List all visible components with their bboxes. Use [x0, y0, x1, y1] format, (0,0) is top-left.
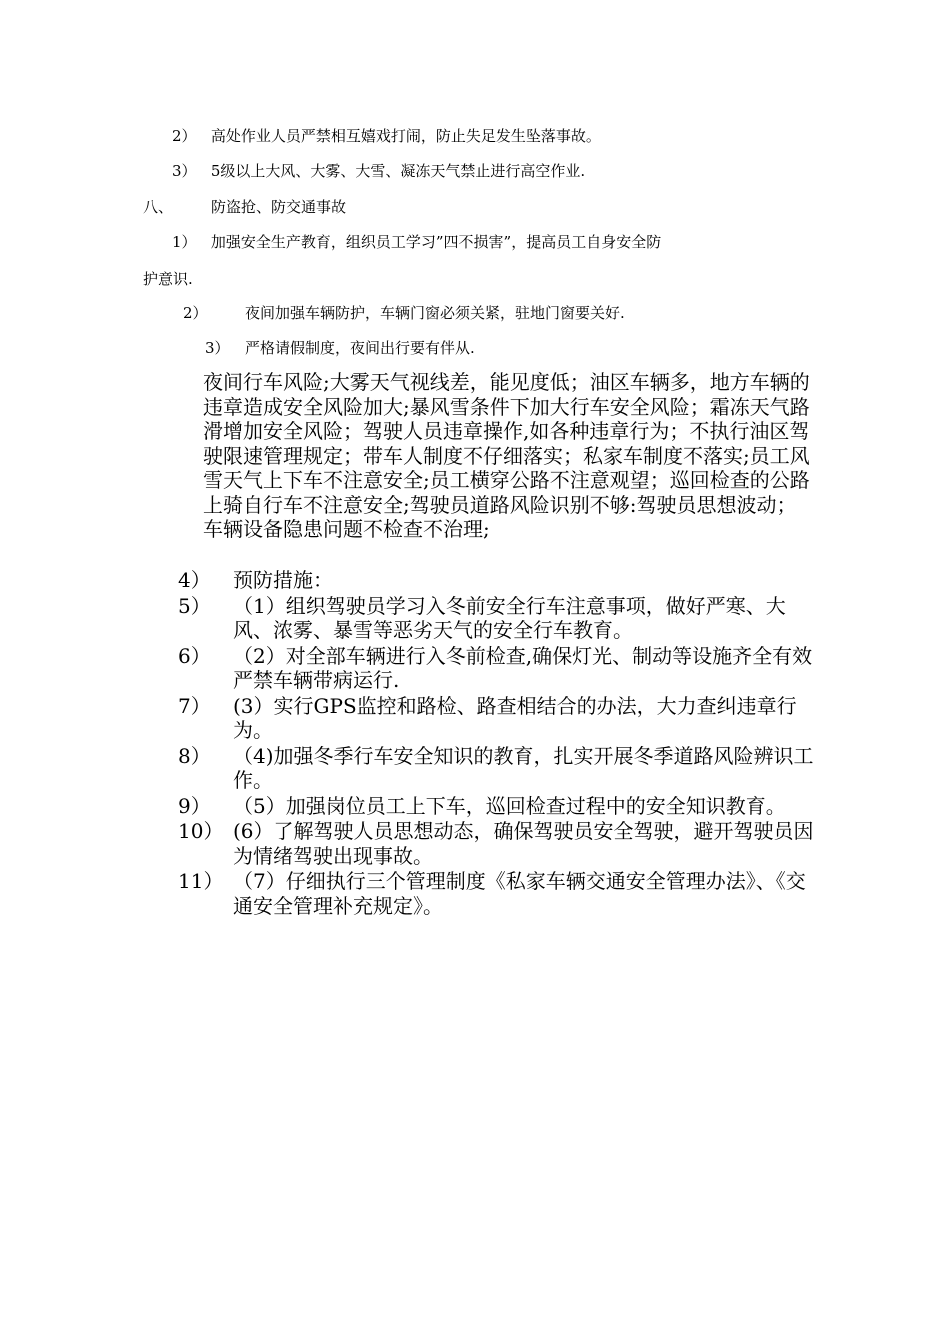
item-number: 11） [178, 869, 224, 893]
item-number: 8） [178, 743, 211, 768]
list-item [172, 127, 601, 145]
item-text: (6）了解驾驶人员思想动态，确保驾驶员安全驾驶，避开驾驶员因为情绪驾驶出现事故。 [233, 819, 814, 868]
item-number: 3） [172, 162, 197, 180]
list-item [172, 162, 585, 180]
item-number: 4） [178, 568, 211, 592]
item-text: 夜间加强车辆防护，车辆门窗必须关紧，驻地门窗要关好. [245, 304, 625, 322]
item-text: （1）组织驾驶员学习入冬前安全行车注意事项，做好严寒、大风、浓雾、暴雪等恶劣天气的安全行车教育。 [233, 593, 786, 642]
section-heading [143, 198, 346, 216]
item-number: 1） [172, 233, 197, 251]
item-text: （4)加强冬季行车安全知识的教育，扎实开展冬季道路风险辨识工作。 [233, 743, 814, 792]
risk-paragraph: 夜间行车风险;大雾天气视线差，能见度低；油区车辆多，地方车辆的违章造成安全风险加大;暴风雪条件下加大行车安全风险；霜冻天气路滑增加安全风险；驾驶人员违章操作,如各种违章行为；不执行油区驾驶限速管理规定；带车人制度不仔细落实；私家车制度不落实;员工风雪天气上下车不注意安全;员工横穿公路不注意观望；巡回检查的公路上骑自行车不注意安全;驾驶员道路风险识别不够:驾驶员思想波动；车辆设备隐患问题不检查不治理; [203, 370, 810, 541]
item-number: 2） [172, 127, 197, 145]
list-item [183, 304, 625, 322]
item-number: 3） [205, 339, 230, 357]
item-text: (3）实行GPS监控和路检、路查相结合的办法，大力查纠违章行为。 [233, 693, 797, 742]
item-text: （2）对全部车辆进行入冬前检查,确保灯光、制动等设施齐全有效严禁车辆带病运行. [233, 643, 813, 692]
list-item [178, 594, 818, 643]
list-item [178, 869, 818, 918]
list-item [178, 568, 818, 593]
section-number: 八、 [143, 198, 174, 216]
list-item [178, 744, 818, 793]
item-number: 10） [178, 819, 224, 843]
item-text: （7）仔细执行三个管理制度《私家车辆交通安全管理办法》、《交通安全管理补充规定》。 [233, 869, 806, 918]
item-text: 预防措施： [233, 568, 333, 592]
item-text: 护意识. [143, 270, 193, 288]
list-item [178, 694, 818, 743]
item-text: 5级以上大风、大雾、大雪、凝冻天气禁止进行高空作业. [210, 162, 586, 180]
list-item [172, 233, 661, 251]
item-text: 严格请假制度，夜间出行要有伴从. [245, 339, 475, 357]
list-item-continuation [143, 270, 193, 288]
list-item [205, 339, 475, 357]
item-number: 6） [178, 643, 211, 668]
item-text: （5）加强岗位员工上下车，巡回检查过程中的安全知识教育。 [233, 793, 786, 818]
item-number: 7） [178, 693, 211, 718]
list-item [178, 794, 818, 819]
item-number: 2） [183, 304, 208, 322]
section-title: 防盗抢、防交通事故 [211, 198, 347, 216]
item-text: 加强安全生产教育，组织员工学习”四不损害”，提高员工自身安全防 [210, 233, 662, 251]
list-item [178, 644, 818, 693]
item-number: 9） [178, 793, 211, 818]
measures-list [178, 568, 818, 919]
item-number: 5） [178, 593, 211, 618]
list-item [178, 819, 818, 868]
item-text: 高处作业人员严禁相互嬉戏打闹，防止失足发生坠落事故。 [210, 127, 601, 145]
